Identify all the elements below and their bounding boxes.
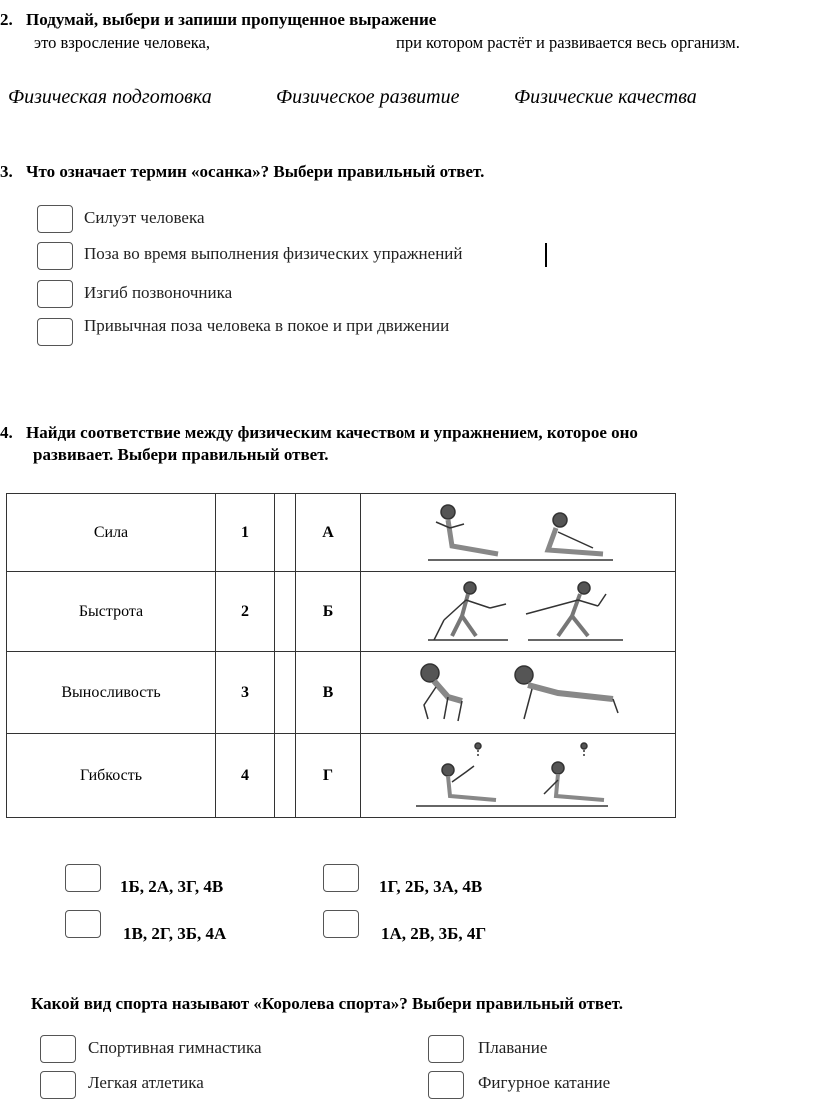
table-row: [7, 734, 676, 818]
letter-cell: Б: [296, 572, 361, 652]
q3-option-4: Привычная поза человека в покое и при движении: [84, 316, 450, 335]
q4-answer-1: 1Б, 2А, 3Г, 4В: [120, 877, 224, 896]
q3-checkbox-2[interactable]: [37, 242, 73, 270]
q5-checkbox-2[interactable]: [428, 1035, 464, 1063]
separator-cell: [275, 494, 296, 572]
q3-title: Что означает термин «осанка»? Выбери правильный ответ.: [26, 162, 485, 181]
text-cursor: [545, 243, 547, 267]
letter-cell: В: [296, 652, 361, 734]
q4-title-line1: Найди соответствие между физическим качеством и упражнением, которое оно: [26, 423, 638, 442]
q2-choice-1[interactable]: Физическая подготовка: [8, 86, 212, 108]
q2-title: Подумай, выбери и запиши пропущенное выражение: [26, 10, 437, 29]
q3-checkbox-3[interactable]: [37, 280, 73, 308]
quality-cell: Выносливость: [7, 652, 216, 734]
q2-choice-3[interactable]: Физические качества: [514, 86, 697, 108]
matching-table: [6, 493, 676, 818]
q5-option-2: Плавание: [478, 1038, 548, 1057]
q5-checkbox-4[interactable]: [428, 1071, 464, 1099]
q5-option-1: Спортивная гимнастика: [88, 1038, 262, 1057]
q4-number: 4.: [0, 423, 13, 442]
number-cell: 1: [216, 494, 275, 572]
quality-cell: Сила: [7, 494, 216, 572]
table-row: [7, 494, 676, 572]
separator-cell: [275, 572, 296, 652]
q4-checkbox-4[interactable]: [323, 910, 359, 938]
q5-option-4: Фигурное катание: [478, 1073, 611, 1092]
q3-checkbox-4[interactable]: [37, 318, 73, 346]
q3-option-3: Изгиб позвоночника: [84, 283, 233, 302]
cross-country-skiing-icon: [361, 572, 676, 652]
q5-checkbox-3[interactable]: [40, 1071, 76, 1099]
q2-number: 2.: [0, 10, 13, 29]
letter-cell: Г: [296, 734, 361, 818]
q2-text-right: при котором растёт и развивается весь организм.: [396, 33, 740, 52]
table-row: [7, 652, 676, 734]
q3-option-1: Силуэт человека: [84, 208, 205, 227]
q5-checkbox-1[interactable]: [40, 1035, 76, 1063]
q3-option-2: Поза во время выполнения физических упражнений: [84, 244, 463, 263]
q4-title-line2: развивает. Выбери правильный ответ.: [33, 445, 329, 464]
letter-cell: А: [296, 494, 361, 572]
q2-choice-2[interactable]: Физичеcкое развитие: [276, 86, 460, 108]
separator-cell: [275, 652, 296, 734]
quality-cell: Быстрота: [7, 572, 216, 652]
q4-checkbox-2[interactable]: [323, 864, 359, 892]
push-up-icon: [361, 652, 676, 734]
q5-title: Какой вид спорта называют «Королева спорта»? Выбери правильный ответ.: [31, 994, 623, 1013]
q5-option-3: Легкая атлетика: [88, 1073, 204, 1092]
table-row: [7, 572, 676, 652]
separator-cell: [275, 734, 296, 818]
q2-text-left: это взросление человека,: [34, 33, 210, 52]
seated-forward-bend-icon: [361, 494, 676, 572]
q4-answer-4: 1А, 2В, 3Б, 4Г: [381, 924, 487, 943]
q4-checkbox-1[interactable]: [65, 864, 101, 892]
q3-checkbox-1[interactable]: [37, 205, 73, 233]
ball-throw-sit-up-icon: [361, 734, 676, 818]
number-cell: 3: [216, 652, 275, 734]
number-cell: 2: [216, 572, 275, 652]
q4-answer-3: 1В, 2Г, 3Б, 4А: [123, 924, 227, 943]
q3-number: 3.: [0, 162, 13, 181]
q4-checkbox-3[interactable]: [65, 910, 101, 938]
q4-answer-2: 1Г, 2Б, 3А, 4В: [379, 877, 483, 896]
q2-blank[interactable]: [236, 50, 386, 51]
quality-cell: Гибкость: [7, 734, 216, 818]
number-cell: 4: [216, 734, 275, 818]
